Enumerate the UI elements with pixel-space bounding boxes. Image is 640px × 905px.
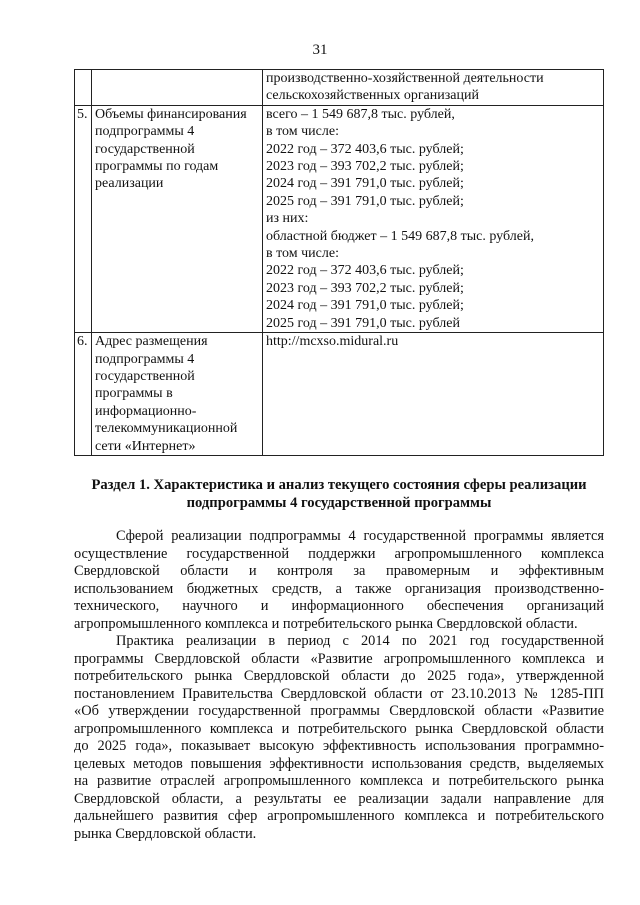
label-line: подпрограммы 4 [95,124,195,140]
section-heading [74,476,604,512]
value-line: всего – 1 549 687,8 тыс. рублей, [266,106,455,122]
table-row [75,333,604,456]
label-line: реализации [95,176,164,192]
body-text [74,528,604,843]
text-line: осуществление государственной поддержки агропромышленного комплекса [74,545,604,562]
text-line: рынка Свердловской области. [74,825,257,842]
row-number: 6. [75,333,92,456]
text-line: дальнейшего развития сфер агропромышленного комплекса и потребительского [74,808,604,824]
value-line: из них: [266,211,309,227]
text-line: агропромышленного комплекса и потребительского рынка Свердловской области [74,720,604,737]
text-line: программы Свердловской области «Развитие агропромышленного комплекса и [74,650,604,667]
text-line: технического, научного и информационного обеспечения организаций [74,598,604,614]
label-line: государственной [95,141,195,157]
row-value [263,105,604,332]
value-line: 2025 год – 391 791,0 тыс. рублей [266,315,460,331]
paragraph [74,633,604,843]
text-line: Сферой реализации подпрограммы 4 государственной программы является [116,528,604,544]
value-line: 2023 год – 393 702,2 тыс. рублей; [266,280,464,296]
label-line: Адрес размещения [95,334,208,350]
subprogram-passport-table [74,69,604,456]
label-line: информационно- [95,403,197,419]
row-value [263,70,604,106]
label-line: телекоммуникационной [95,421,238,437]
value-line: 2022 год – 372 403,6 тыс. рублей; [266,141,464,157]
value-line: в том числе: [266,246,339,262]
text-line: потребительского рынка Свердловской области до 2025 года», утвержденной [74,668,604,684]
table-row [75,70,604,106]
row-number: 5. [75,105,92,332]
value-line: в том числе: [266,124,339,140]
row-label [92,105,263,332]
table-row [75,105,604,332]
website-link[interactable]: http://mcxso.midural.ru [266,334,399,350]
text-line: на развитие отраслей агропромышленного комплекса и потребительского рынка [74,773,604,789]
row-number [75,70,92,106]
text-line: Свердловской области, а результаты ее реализации задали направление для [74,790,604,807]
page-number: 31 [312,42,328,58]
value-line: 2025 год – 391 791,0 тыс. рублей; [266,193,464,209]
value-line: 2022 год – 372 403,6 тыс. рублей; [266,263,464,279]
value-line: 2024 год – 391 791,0 тыс. рублей; [266,298,464,314]
text-line: «Об утверждении государственной программы Свердловской области «Развитие [74,703,604,719]
row-value [263,333,604,456]
value-line: 2023 год – 393 702,2 тыс. рублей; [266,159,464,175]
label-line: программы в [95,386,173,402]
label-line: государственной [95,368,195,384]
label-line: сети «Интернет» [95,438,196,454]
row-label [92,70,263,106]
text-line: целевых методов повышения эффективности использования средств, выделяемых [74,755,604,772]
text-line: до 2025 года», показывает высокую эффективность использования программно- [74,738,604,754]
label-line: программы по годам [95,159,219,175]
value-line: сельскохозяйственных организаций [266,88,479,104]
text-line: агропромышленного комплекса и потребительского рынка Свердловской области. [74,615,578,632]
text-line: использованием бюджетных средств, а также организация производственно- [74,580,604,597]
value-line: 2024 год – 391 791,0 тыс. рублей; [266,176,464,192]
label-line: подпрограммы 4 [95,351,195,367]
text-line: Практика реализации в период с 2014 по 2021 год государственной [116,633,604,649]
label-line: Объемы финансирования [95,106,247,122]
value-line: областной бюджет – 1 549 687,8 тыс. рублей, [266,228,534,244]
row-label [92,333,263,456]
section-heading-line: подпрограммы 4 государственной программы [186,495,492,511]
text-line: Свердловской области и контроля за правомерным и эффективным [74,563,604,579]
paragraph [74,528,604,633]
section-heading-line: Раздел 1. Характеристика и анализ текущего состояния сферы реализации [91,477,587,493]
value-line: производственно-хозяйственной деятельности [266,71,544,86]
text-line: постановлением Правительства Свердловской области от 23.10.2013 № 1285-ПП [74,685,604,702]
